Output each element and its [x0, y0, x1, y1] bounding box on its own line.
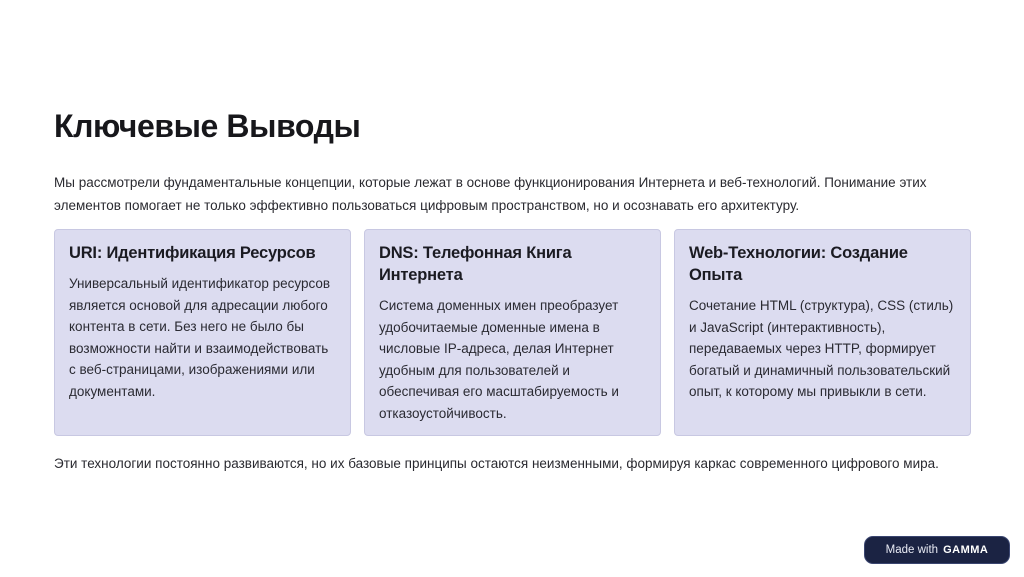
card-title: Web-Технологии: Создание Опыта: [689, 244, 908, 284]
intro-paragraph: Мы рассмотрели фундаментальные концепции, которые лежат в основе функционирования Интернета и веб-технологий. Понимание этих элементов помогает не только эффективно пользоваться цифровым пространством, но и осознавать его архитектуру.: [54, 175, 927, 213]
card-uri: [54, 229, 351, 436]
card-web-technologies: [674, 229, 971, 436]
card-title: DNS: Телефонная Книга Интернета: [379, 244, 572, 284]
card-dns: [364, 229, 661, 436]
badge-prefix: Made with: [885, 544, 939, 556]
card-title: URI: Идентификация Ресурсов: [69, 244, 316, 262]
slide-title: Ключевые Выводы: [54, 108, 361, 144]
slide: [54, 0, 971, 577]
card-text: Сочетание HTML (структура), CSS (стиль) и JavaScript (интерактивность), передаваемых через HTTP, формирует богатый и динамичный пользовательский опыт, к которому мы привыкли в сети.: [689, 298, 954, 399]
outro-paragraph: Эти технологии постоянно развиваются, но их базовые принципы остаются неизменными, формируя каркас современного цифрового мира.: [54, 456, 939, 471]
cards-row: [54, 229, 971, 438]
card-text: Универсальный идентификатор ресурсов является основой для адресации любого контента в сети. Без него не было бы возможности найти и взаимодействовать с веб-страницами, изображениями или документами.: [69, 276, 331, 399]
card-text: Система доменных имен преобразует удобочитаемые доменные имена в числовые IP-адреса, делая Интернет удобным для пользователей и обеспечивая его масштабируемость и отказоустойчивость.: [379, 298, 619, 421]
gamma-logo: GAMMA: [943, 544, 989, 556]
made-with-gamma-badge[interactable]: [864, 536, 1010, 564]
